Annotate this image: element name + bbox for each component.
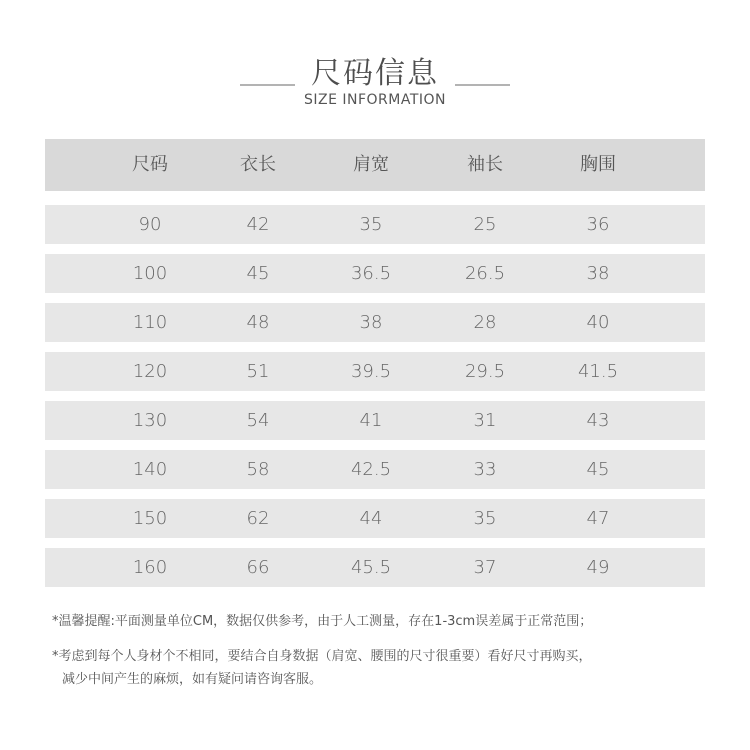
table-header-row [45,139,705,191]
table-cell: 44 [359,508,383,529]
table-cell: 35 [359,214,383,235]
table-row [45,450,705,489]
header-cell-shoulder: 肩宽 [353,154,389,175]
table-row [45,254,705,293]
table-cell: 160 [132,557,168,578]
table-cell: 42.5 [350,459,392,480]
table-row [45,352,705,391]
size-table [45,139,705,597]
table-cell: 45 [586,459,610,480]
table-row [45,303,705,342]
table-cell: 49 [586,557,610,578]
page-subtitle: SIZE INFORMATION [303,92,447,108]
notes-block [52,610,712,691]
table-cell: 38 [586,263,610,284]
table-cell: 38 [359,312,383,333]
table-cell: 45 [246,263,270,284]
table-cell: 100 [132,263,168,284]
table-cell: 90 [138,214,162,235]
table-cell: 140 [132,459,168,480]
table-cell: 33 [473,459,497,480]
header-cell-chest: 胸围 [580,154,616,175]
table-cell: 66 [246,557,270,578]
title-row [0,50,750,98]
table-cell: 41.5 [577,361,619,382]
table-cell: 150 [132,508,168,529]
table-cell: 120 [132,361,168,382]
table-cell: 45.5 [350,557,392,578]
table-cell: 51 [246,361,270,382]
table-row [45,205,705,244]
table-cell: 35 [473,508,497,529]
table-row [45,499,705,538]
note-advice-line1: *考虑到每个人身材个不相同，要结合自身数据（肩宽、腰围的尺寸很重要）看好尺寸再购买， [52,649,592,664]
table-cell: 37 [473,557,497,578]
table-cell: 58 [246,459,270,480]
header-cell-length: 衣长 [240,154,276,175]
table-cell: 36 [586,214,610,235]
table-cell: 28 [473,312,497,333]
note-advice [52,645,712,691]
table-cell: 43 [586,410,610,431]
table-cell: 29.5 [464,361,506,382]
table-cell: 26.5 [464,263,506,284]
table-cell: 54 [246,410,270,431]
table-cell: 41 [359,410,383,431]
table-cell: 62 [246,508,270,529]
table-cell: 42 [246,214,270,235]
table-cell: 25 [473,214,497,235]
table-cell: 40 [586,312,610,333]
table-cell: 39.5 [350,361,392,382]
table-cell: 31 [473,410,497,431]
table-cell: 110 [132,312,168,333]
page-title: 尺码信息 [311,56,439,91]
note-advice-line2: 减少中间产生的麻烦，如有疑问请咨询客服。 [62,672,323,687]
header-cell-size: 尺码 [132,154,168,175]
table-cell: 48 [246,312,270,333]
table-cell: 36.5 [350,263,392,284]
header-cell-sleeve: 袖长 [467,154,503,175]
title-block [0,50,750,98]
table-row [45,548,705,587]
table-cell: 47 [586,508,610,529]
note-measurement: *温馨提醒:平面测量单位CM，数据仅供参考，由于人工测量，存在1-3cm误差属于正常范围； [52,614,593,629]
table-row [45,401,705,440]
title-divider-right [455,84,510,86]
table-cell: 130 [132,410,168,431]
